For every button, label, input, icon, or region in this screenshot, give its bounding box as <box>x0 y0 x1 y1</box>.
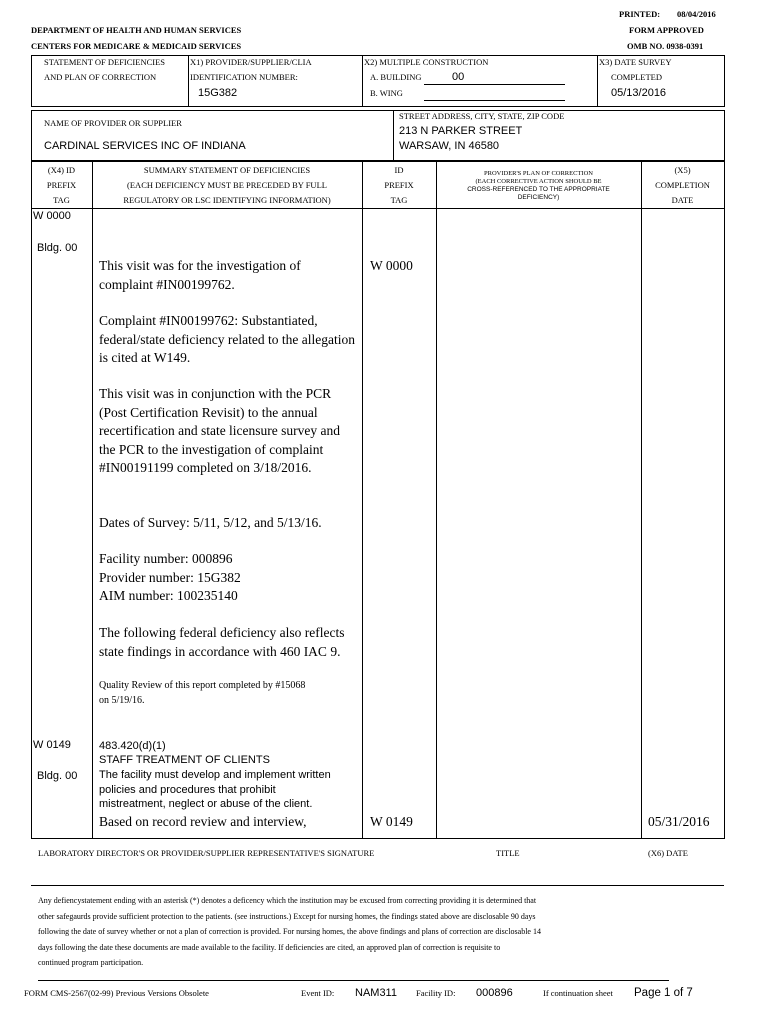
provider-name: CARDINAL SERVICES INC OF INDIANA <box>44 140 246 152</box>
disclaimer-line-1: Any defiencystatement ending with an asterisk (*) denotes a deficency which the institution may be excused from correcting providing it is determined that <box>38 896 537 905</box>
statement-label-1: STATEMENT OF DEFICIENCIES <box>44 57 166 67</box>
dates-paragraph: Dates of Survey: 5/11, 5/12, and 5/13/16. <box>99 515 322 530</box>
tag-w0149: W 0149 <box>33 739 71 751</box>
form-approved: FORM APPROVED <box>629 25 704 35</box>
id-w0000: W 0000 <box>370 258 413 273</box>
x2-building-value: 00 <box>452 71 465 83</box>
facility-id-value: 000896 <box>476 987 513 999</box>
printed-date: 08/04/2016 <box>677 9 716 19</box>
x1-label-1: X1) PROVIDER/SUPPLIER/CLIA <box>190 57 312 67</box>
regulation-text: The facility must develop and implement written policies and procedures that prohibit mistreatment, neglect or abuse of the client. <box>99 769 331 810</box>
address-label: STREET ADDRESS, CITY, STATE, ZIP CODE <box>399 111 565 121</box>
x5-header-2: COMPLETION <box>655 180 710 190</box>
visit-paragraph: This visit was for the investigation of complaint #IN00199762. <box>99 258 301 292</box>
department-title: DEPARTMENT OF HEALTH AND HUMAN SERVICES <box>31 25 242 35</box>
event-id-label: Event ID: <box>301 988 335 998</box>
bldg-label-2: Bldg. 00 <box>37 770 78 782</box>
provider-number: Provider number: 15G382 <box>99 570 241 585</box>
title-label: TITLE <box>496 848 520 858</box>
address-line-1: 213 N PARKER STREET <box>399 125 523 137</box>
omb-number: OMB NO. 0938-0391 <box>627 41 704 51</box>
x4-header-3: TAG <box>53 195 70 205</box>
x3-value: 05/13/2016 <box>611 87 667 99</box>
summary-header-3: REGULATORY OR LSC IDENTIFYING INFORMATION) <box>123 195 331 205</box>
federal-paragraph: The following federal deficiency also reflects state findings in accordance with 460 IAC 9. <box>99 625 345 659</box>
x3-label-2: COMPLETED <box>611 72 662 82</box>
plan-header-1: PROVIDER'S PLAN OF CORRECTION <box>484 170 593 177</box>
signature-label: LABORATORY DIRECTOR'S OR PROVIDER/SUPPLIER REPRESENTATIVE'S SIGNATURE <box>38 848 375 858</box>
regulation-number: 483.420(d)(1) <box>99 740 166 752</box>
aim-number: AIM number: 100235140 <box>99 588 238 603</box>
completion-date: 05/31/2016 <box>648 814 710 829</box>
tag-w0000: W 0000 <box>33 210 71 222</box>
x2-title: X2) MULTIPLE CONSTRUCTION <box>364 57 489 67</box>
x5-header-1: (X5) <box>674 165 691 175</box>
x4-header-2: PREFIX <box>46 180 77 190</box>
form-number: FORM CMS-2567(02-99) Previous Versions Obsolete <box>24 988 209 998</box>
disclaimer-line-3: following the date of survey whether or not a plan of correction is provided. For nursing homes, the above findings and plans of correction are disclosable 14 <box>38 927 541 936</box>
x2-building-label: A. BUILDING <box>370 72 422 82</box>
summary-header-2: (EACH DEFICIENCY MUST BE PRECEDED BY FULL <box>127 180 327 190</box>
id-w0149: W 0149 <box>370 814 413 829</box>
plan-header-4: DEFICIENCY) <box>517 194 560 201</box>
cms-title: CENTERS FOR MEDICARE & MEDICAID SERVICES <box>31 41 242 51</box>
disclaimer <box>38 893 718 971</box>
bldg-label: Bldg. 00 <box>37 242 78 254</box>
facility-id-label: Facility ID: <box>416 988 456 998</box>
quality-review: Quality Review of this report completed by #15068 on 5/19/16. <box>99 680 306 706</box>
plan-header-2: (EACH CORRECTIVE ACTION SHOULD BE <box>475 178 602 185</box>
x4-header-1: (X4) ID <box>47 165 76 175</box>
record-review-text: Based on record review and interview, <box>99 814 307 829</box>
address-line-2: WARSAW, IN 46580 <box>399 140 500 152</box>
summary-header-1: SUMMARY STATEMENT OF DEFICIENCIES <box>143 165 311 175</box>
plan-header-3: CROSS-REFERENCED TO THE APPROPRIATE <box>467 186 610 193</box>
printed-label: PRINTED: <box>619 9 661 19</box>
x1-value: 15G382 <box>198 87 238 99</box>
disclaimer-line-4: days following the date these documents are made available to the facility. If deficiencies are cited, an approved plan of correction is requisite to <box>38 942 501 952</box>
statement-label-2: AND PLAN OF CORRECTION <box>44 72 157 82</box>
id-header-1: ID <box>394 165 404 175</box>
x3-label-1: X3) DATE SURVEY <box>599 57 672 67</box>
id-header-3: TAG <box>390 195 408 205</box>
disclaimer-line-5: continued program participation. <box>38 958 144 967</box>
provider-label: NAME OF PROVIDER OR SUPPLIER <box>44 118 182 128</box>
regulation-title: STAFF TREATMENT OF CLIENTS <box>99 754 270 766</box>
x5-header-3: DATE <box>671 195 694 205</box>
facility-number: Facility number: 000896 <box>99 551 233 566</box>
x1-label-2: IDENTIFICATION NUMBER: <box>190 72 298 82</box>
continuation-label: If continuation sheet <box>543 988 613 998</box>
page-number: Page 1 of 7 <box>634 987 693 999</box>
x6-date-label: (X6) DATE <box>648 848 688 858</box>
disclaimer-line-2: other safegaurds provide sufficient protection to the patients. (see instructions.) Except for nursing homes, the findings stated above are disclosable 90 days <box>38 911 536 921</box>
complaint-paragraph: Complaint #IN00199762: Substantiated, federal/state deficiency related to the allegation is cited at W149. <box>99 313 355 365</box>
x2-wing-label: B. WING <box>370 88 403 98</box>
event-id-value: NAM311 <box>355 987 397 999</box>
id-header-2: PREFIX <box>384 180 414 190</box>
pcr-paragraph: This visit was in conjunction with the PCR (Post Certification Revisit) to the annual recertification and state licensure survey and the PCR to the investigation of complaint #IN00191199 completed on 3/18/2016. <box>99 386 341 475</box>
